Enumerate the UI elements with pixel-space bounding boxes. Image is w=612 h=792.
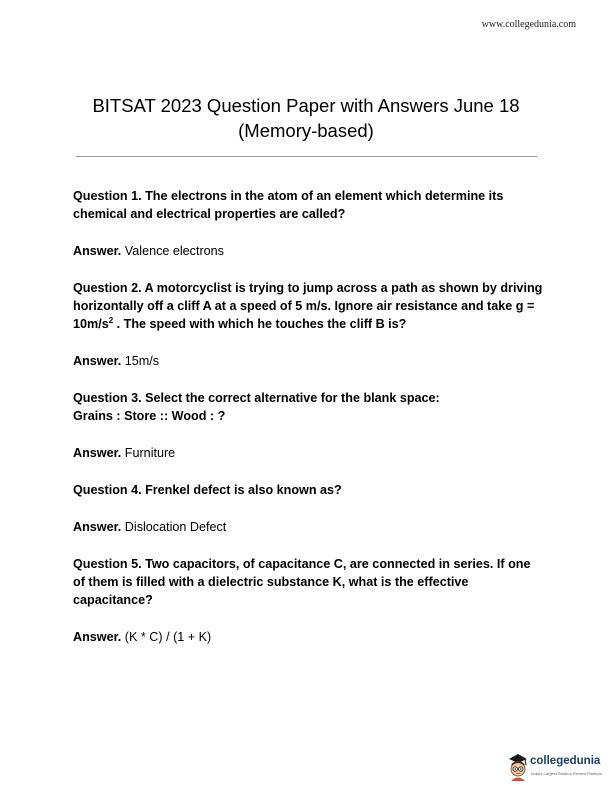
question-2-text: Question 2. A motorcyclist is trying to jump across a path as shown by driving horizontally off a cliff A at a speed of 5 m/s. Ignore air resistance and take g = 10m/s [73,281,543,331]
question-5: Question 5. Two capacitors, of capacitance C, are connected in series. If one of them is filled with a dielectric substance K, what is the effective capacitance? [73,557,531,607]
document-title [0,93,612,143]
answer-text: 15m/s [121,354,160,368]
question-3-line-1: Question 3. Select the correct alternative for the blank space: [73,391,440,405]
answer-4 [73,518,543,536]
answer-text: Valence electrons [121,244,224,258]
question-2-text-end: . The speed with which he touches the cliff B is? [113,317,407,331]
question-3 [73,389,543,425]
question-1: Question 1. The electrons in the atom of an element which determine its chemical and electrical properties are called? [73,189,504,221]
answer-text: Dislocation Defect [121,520,227,534]
answer-label: Answer. [73,630,122,644]
answer-3 [73,444,543,462]
answer-label: Answer. [73,354,122,368]
answer-text: (K * C) / (1 + K) [121,630,212,644]
answer-1 [73,242,543,260]
answer-label: Answer. [73,520,122,534]
question-3-line-2: Grains : Store :: Wood : ? [73,409,226,423]
collegedunia-logo [506,752,606,784]
answer-label: Answer. [73,446,122,460]
answer-5 [73,628,543,646]
question-2 [73,279,543,333]
title-line-1: BITSAT 2023 Question Paper with Answers June 18 [92,95,520,116]
site-url: www.collegedunia.com [481,19,576,30]
logo-wordmark: collegedunia [530,755,601,767]
answer-label: Answer. [73,244,122,258]
mascot-icon [506,752,530,782]
qa-list [73,187,543,665]
superscript: 2 [108,316,114,325]
title-divider [76,156,537,157]
title-line-2: (Memory-based) [238,120,374,141]
logo-tagline: India's Largest Student Review Platform [531,771,603,776]
answer-2 [73,352,543,370]
answer-text: Furniture [121,446,176,460]
question-4: Question 4. Frenkel defect is also known as? [73,483,342,497]
